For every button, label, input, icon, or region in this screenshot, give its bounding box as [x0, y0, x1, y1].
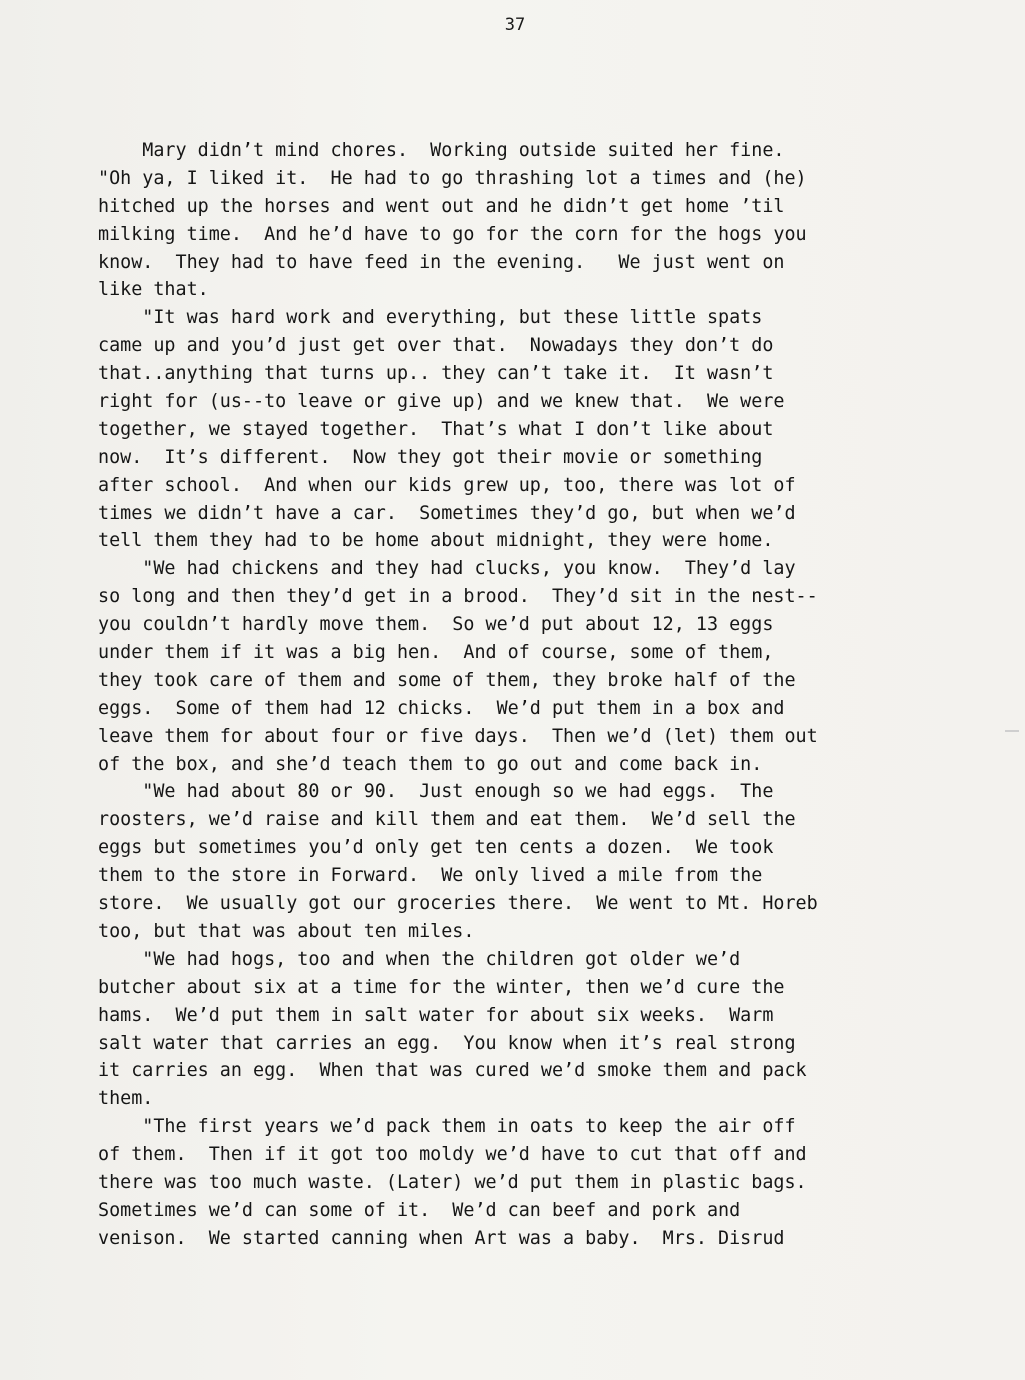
text-line: know. They had to have feed in the evening. We just went on: [98, 251, 785, 273]
text-line: after school. And when our kids grew up, too, there was lot of: [98, 474, 796, 496]
text-line: leave them for about four or five days. Then we’d (let) them out: [98, 725, 818, 747]
text-line: that..anything that turns up.. they can’t take it. It wasn’t: [98, 363, 774, 385]
text-line: tell them they had to be home about midnight, they were home.: [98, 530, 774, 552]
text-line: eggs. Some of them had 12 chicks. We’d put them in a box and: [98, 697, 785, 719]
text-line: "We had hogs, too and when the children got older we’d: [98, 948, 741, 970]
text-line: butcher about six at a time for the winter, then we’d cure the: [98, 976, 785, 998]
text-line: it carries an egg. When that was cured we’d smoke them and pack: [98, 1060, 807, 1082]
text-line: hitched up the horses and went out and he didn’t get home ’til: [98, 195, 785, 217]
text-line: them.: [98, 1088, 154, 1110]
text-line: Sometimes we’d can some of it. We’d can beef and pork and: [98, 1199, 741, 1221]
text-line: milking time. And he’d have to go for the corn for the hogs you: [98, 223, 807, 245]
page-number: 37: [504, 15, 526, 35]
text-line: there was too much waste. (Later) we’d put them in plastic bags.: [98, 1171, 807, 1193]
text-line: like that.: [98, 279, 209, 301]
text-line: "Oh ya, I liked it. He had to go thrashing lot a times and (he): [98, 167, 807, 189]
text-line: so long and then they’d get in a brood. They’d sit in the nest--: [98, 586, 818, 608]
text-line: of them. Then if it got too moldy we’d have to cut that off and: [98, 1144, 807, 1166]
text-line: you couldn’t hardly move them. So we’d put about 12, 13 eggs: [98, 614, 774, 636]
text-line: times we didn’t have a car. Sometimes they’d go, but when we’d: [98, 502, 796, 524]
text-line: hams. We’d put them in salt water for about six weeks. Warm: [98, 1004, 774, 1026]
text-line: "It was hard work and everything, but these little spats: [98, 307, 763, 329]
text-line: salt water that carries an egg. You know when it’s real strong: [98, 1032, 796, 1054]
text-line: "The first years we’d pack them in oats to keep the air off: [98, 1116, 796, 1138]
text-line: they took care of them and some of them, they broke half of the: [98, 669, 796, 691]
text-line: "We had about 80 or 90. Just enough so we had eggs. The: [98, 781, 774, 803]
text-line: now. It’s different. Now they got their movie or something: [98, 446, 763, 468]
text-line: roosters, we’d raise and kill them and eat them. We’d sell the: [98, 809, 796, 831]
text-line: too, but that was about ten miles.: [98, 920, 475, 942]
text-line: right for (us--to leave or give up) and we knew that. We were: [98, 391, 785, 413]
text-line: store. We usually got our groceries there. We went to Mt. Horeb: [98, 893, 818, 915]
text-line: "We had chickens and they had clucks, you know. They’d lay: [98, 558, 796, 580]
text-line: Mary didn’t mind chores. Working outside suited her fine.: [98, 140, 785, 161]
body-text: [98, 137, 958, 1253]
text-line: came up and you’d just get over that. Nowadays they don’t do: [98, 335, 774, 357]
text-line: under them if it was a big hen. And of course, some of them,: [98, 642, 774, 664]
text-line: of the box, and she’d teach them to go out and come back in.: [98, 753, 763, 775]
text-line: together, we stayed together. That’s what I don’t like about: [98, 418, 774, 440]
text-line: them to the store in Forward. We only lived a mile from the: [98, 865, 763, 887]
text-line: venison. We started canning when Art was a baby. Mrs. Disrud: [98, 1227, 785, 1249]
text-line: eggs but sometimes you’d only get ten cents a dozen. We took: [98, 837, 774, 859]
edge-mark: [1005, 730, 1019, 732]
